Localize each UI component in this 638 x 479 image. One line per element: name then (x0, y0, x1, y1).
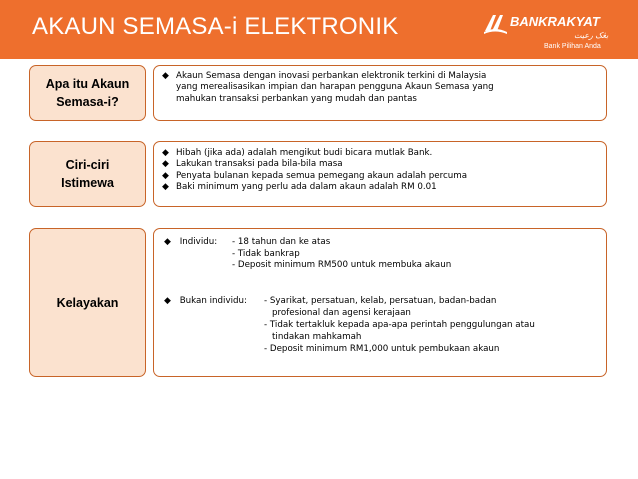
eligibility-individual (164, 237, 217, 249)
section-label-line: Istimewa (61, 176, 114, 190)
section-label-features (29, 141, 146, 207)
brand-name: BANKRAKYAT (510, 14, 600, 29)
bullet-text-line: Baki minimum yang perlu ada dalam akaun adalah RM 0.01 (176, 182, 437, 193)
individual-criteria (232, 237, 451, 272)
bullet-text-line: Penyata bulanan kepada semua pemegang akaun adalah percuma (176, 170, 468, 181)
non-individual-line: tindakan mahkamah (272, 332, 362, 342)
bullet-item (162, 171, 467, 182)
criteria-line: - Deposit minimum RM500 untuk membuka akaun (232, 260, 452, 271)
section-label-line: Apa itu Akaun (45, 77, 130, 91)
bullet-item (162, 148, 467, 159)
brand-logo (482, 8, 632, 54)
diamond-bullet-icon: ◆ (162, 170, 169, 181)
section-label-line: Ciri-ciri (65, 158, 110, 172)
diamond-bullet-icon: ◆ (164, 296, 171, 306)
bullet-text-line: Lakukan transaksi pada bila-bila masa (176, 159, 343, 170)
section-content-what-is (153, 65, 607, 121)
page-title: AKAUN SEMASA-i ELEKTRONIK (32, 13, 399, 40)
bullet-text-line: yang merealisasikan impian dan harapan pengguna Akaun Semasa yang (176, 82, 494, 93)
bullet-item (162, 182, 467, 193)
eligibility-non-individual (164, 296, 247, 308)
bullet-item (162, 71, 494, 105)
non-individual-line: - Syarikat, persatuan, kelab, persatuan, badan-badan (264, 296, 497, 306)
diamond-bullet-icon: ◆ (162, 182, 169, 193)
diamond-bullet-icon: ◆ (162, 148, 169, 158)
section-content-features (153, 141, 607, 207)
section-label-what-is (29, 65, 146, 121)
non-individual-line: profesional dan agensi kerajaan (272, 308, 411, 318)
non-individual-label: Bukan individu: (179, 296, 247, 306)
bullet-text-line: mahukan transaksi perbankan yang mudah dan pantas (176, 93, 417, 104)
criteria-line: - Tidak bankrap (232, 248, 300, 259)
bullet-text-line: Hibah (jika ada) adalah mengikut budi bicara mutlak Bank. (176, 148, 433, 158)
non-individual-line: - Deposit minimum RM1,000 untuk pembukaan akaun (264, 344, 500, 354)
section-content-eligibility (153, 228, 607, 377)
brand-jawi-script: بڠک رعيت (574, 31, 609, 40)
brand-tagline: Bank Pilihan Anda (544, 43, 601, 50)
section-label-line: Kelayakan (56, 295, 119, 310)
bank-rakyat-logo-icon (482, 11, 508, 37)
bullet-text-line: Akaun Semasa dengan inovasi perbankan elektronik terkini di Malaysia (176, 71, 487, 81)
section-label-eligibility (29, 228, 146, 377)
non-individual-line: - Tidak tertakluk kepada apa-apa perintah penggulungan atau (264, 320, 535, 330)
header-banner (0, 0, 638, 59)
bullet-item (162, 159, 467, 170)
individual-label: Individu: (179, 237, 218, 247)
diamond-bullet-icon: ◆ (164, 237, 171, 247)
section-label-line: Semasa-i? (56, 95, 119, 109)
diamond-bullet-icon: ◆ (162, 159, 169, 170)
diamond-bullet-icon: ◆ (162, 71, 169, 81)
criteria-line: - 18 tahun dan ke atas (232, 237, 331, 247)
